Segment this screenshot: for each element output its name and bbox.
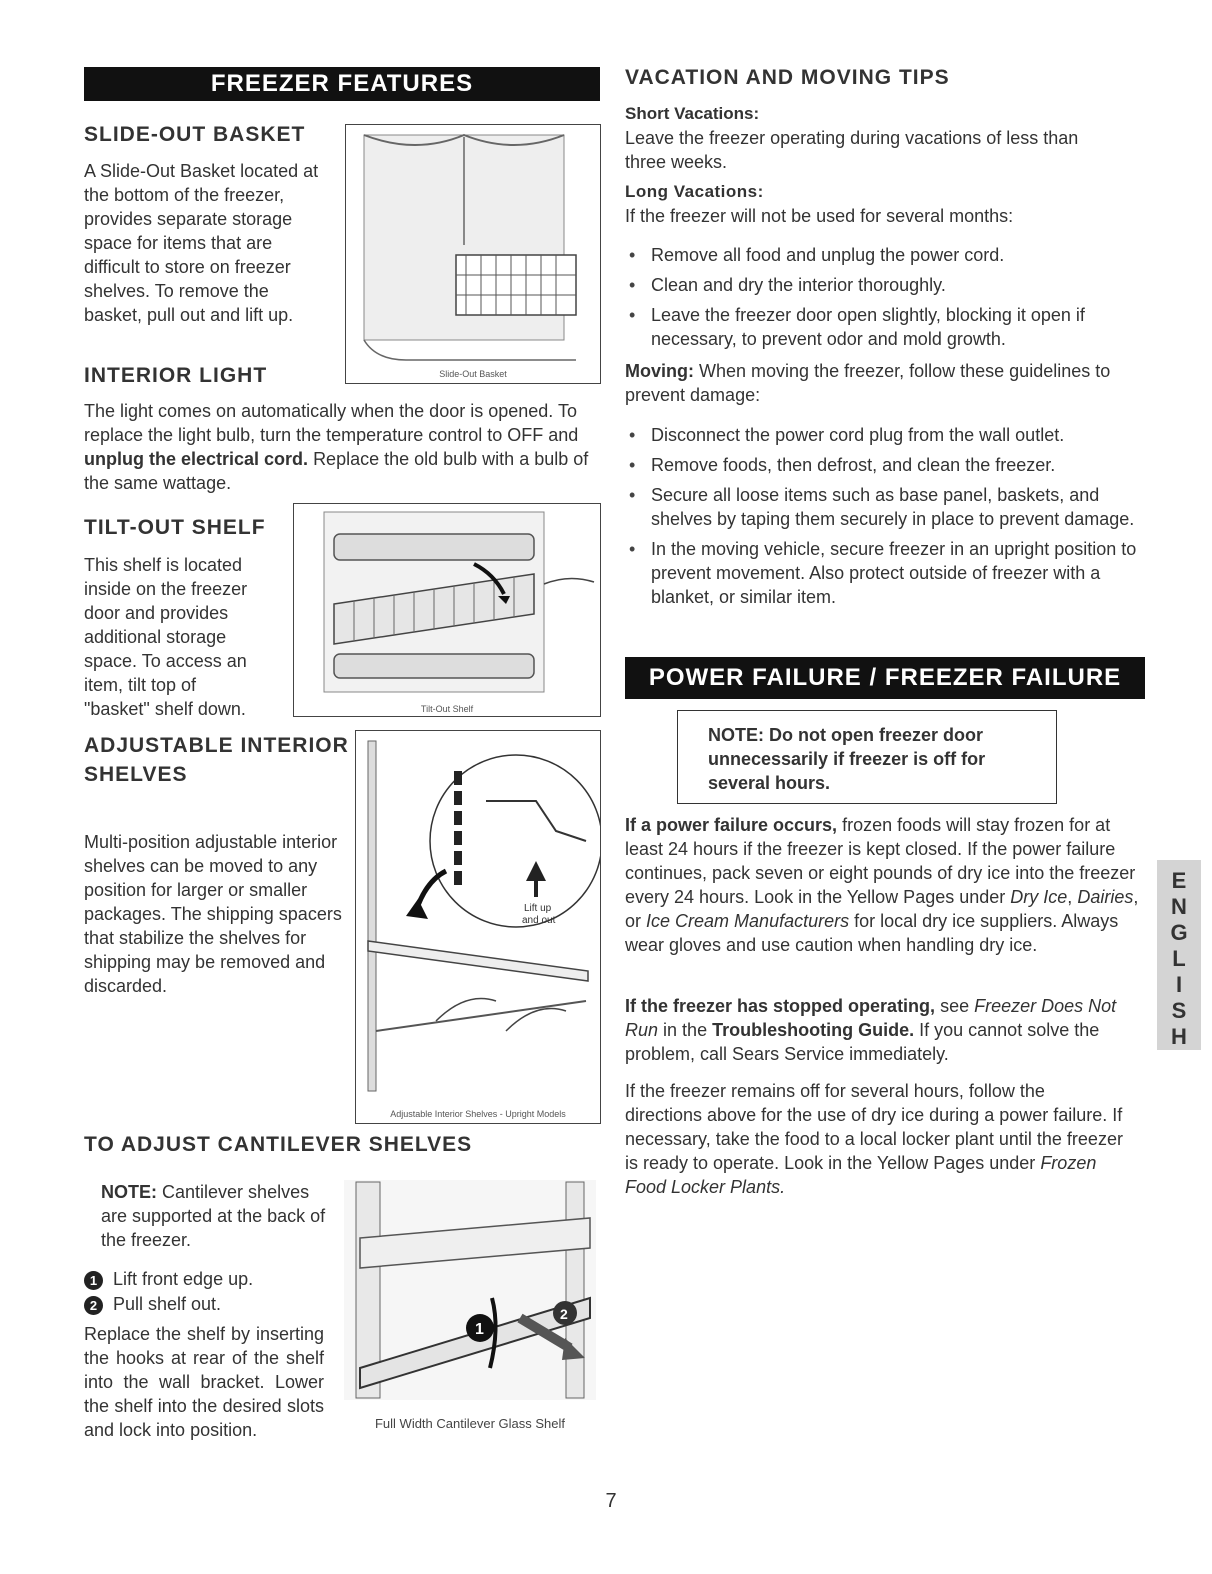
adjustable-shelves-title-line2: SHELVES [84, 763, 188, 786]
cantilever-figure [340, 1178, 600, 1440]
moving-list [625, 423, 1145, 615]
slide-out-basket-caption: Slide-Out Basket [439, 369, 507, 379]
lift-up-label: Lift up [524, 903, 552, 914]
tilt-out-shelf-illustration [294, 504, 600, 700]
adjustable-shelves-caption: Adjustable Interior Shelves - Upright Models [390, 1109, 566, 1119]
interior-light-text: The light comes on automatically when the door is opened. To replace the light bulb, turn the temperature control to OFF and unplug the electrical cord. Replace the old bulb with a bulb of the same wattage. [84, 401, 589, 493]
list-item: • Disconnect the power cord plug from the wall outlet. [625, 423, 1145, 447]
tab-letter: I [1175, 972, 1183, 997]
cantilever-step-1: 1 Lift front edge up. [84, 1267, 253, 1291]
cantilever-title: TO ADJUST CANTILEVER SHELVES [84, 1133, 473, 1156]
remains-off-paragraph: If the freezer remains off for several hours, follow the directions above for the use of dry ice during a power failure. If necessary, take the food to a local locker plant until the freezer is ready to operate. Look in the Yellow Pages under Frozen Food Locker Plants. [625, 1081, 1123, 1197]
adjustable-shelves-text: Multi-position adjustable interior shelves can be moved to any position for larger or smaller packages. The shipping spacers that stabilize the shelves for shipping may be removed and discarded. [84, 832, 342, 996]
list-item: • Secure all loose items such as base panel, baskets, and shelves by taping them securely in place to prevent damage. [625, 483, 1145, 531]
list-item: • Clean and dry the interior thoroughly. [625, 273, 1140, 297]
adjustable-shelves-illustration [356, 731, 600, 1105]
tilt-out-shelf-figure [293, 503, 601, 717]
list-item: • Leave the freezer door open slightly, blocking it open if necessary, to prevent odor and mold growth. [625, 303, 1140, 351]
list-item: • Remove foods, then defrost, and clean the freezer. [625, 453, 1145, 477]
tab-letter: N [1171, 894, 1187, 919]
slide-out-basket-illustration [346, 125, 600, 365]
step-number-1: 1 [84, 1271, 103, 1290]
step-number-2: 2 [84, 1296, 103, 1315]
cantilever-caption: Full Width Cantilever Glass Shelf [374, 1416, 565, 1431]
tab-letter: G [1170, 920, 1188, 945]
power-failure-paragraph: If a power failure occurs, frozen foods will stay frozen for at least 24 hours if the freezer is kept closed. If the power failure continues, pack seven or eight pounds of dry ice into the freezer every 24 hours. Look in the Yellow Pages under Dry Ice, Dairies, or Ice Cream Manufacturers for local dry ice suppliers. Always wear gloves and use caution when handling dry ice. [625, 815, 1139, 955]
interior-light-title: INTERIOR LIGHT [84, 364, 268, 387]
tilt-out-shelf-title: TILT-OUT SHELF [84, 516, 266, 539]
moving-text: Moving: When moving the freezer, follow these guidelines to prevent damage: [625, 361, 1111, 405]
page-number: 7 [605, 1490, 617, 1512]
adjustable-shelves-figure [355, 730, 601, 1124]
list-item: • Remove all food and unplug the power cord. [625, 243, 1140, 267]
tab-letter: H [1171, 1024, 1187, 1049]
list-item: • In the moving vehicle, secure freezer in an upright position to prevent movement. Also protect outside of freezer with a blanket, or similar item. [625, 537, 1145, 609]
cantilever-step-2: 2 Pull shelf out. [84, 1292, 221, 1316]
power-failure-banner: POWER FAILURE / FREEZER FAILURE [625, 657, 1145, 699]
tab-letter: E [1171, 868, 1187, 893]
english-language-tab [1157, 860, 1201, 1050]
adjustable-shelves-title: ADJUSTABLE INTERIOR [84, 734, 349, 757]
cantilever-note: NOTE: Cantilever shelves are supported at the back of the freezer. [101, 1182, 326, 1250]
cantilever-illustration [340, 1178, 600, 1403]
svg-text:1: 1 [475, 1321, 484, 1338]
slide-out-basket-text: A Slide-Out Basket located at the bottom of the freezer, provides separate storage space for items that are difficult to store on freezer shelves. To remove the basket, pull out and lift up. [84, 161, 319, 325]
slide-out-basket-title: SLIDE-OUT BASKET [84, 123, 306, 146]
power-failure-note: NOTE: Do not open freezer door unnecessarily if freezer is off for several hours. [677, 710, 1057, 804]
svg-text:2: 2 [560, 1306, 568, 1322]
tab-letter: S [1171, 998, 1187, 1023]
short-vacations-text: Leave the freezer operating during vacations of less than three weeks. [625, 128, 1079, 172]
long-vacations-label: Long Vacations: [625, 182, 764, 201]
long-vacations-list [625, 243, 1140, 357]
freezer-stopped-paragraph: If the freezer has stopped operating, see Freezer Does Not Run in the Troubleshooting Guide. If you cannot solve the problem, call Sears Service immediately. [625, 996, 1117, 1064]
tilt-out-shelf-caption: Tilt-Out Shelf [420, 704, 474, 714]
and-out-label: and out [522, 915, 556, 926]
slide-out-basket-figure [345, 124, 601, 384]
vacation-moving-title: VACATION AND MOVING TIPS [625, 66, 950, 89]
freezer-features-banner: FREEZER FEATURES [84, 67, 600, 101]
cantilever-replace-text: Replace the shelf by inserting the hooks at rear of the shelf into the wall bracket. Lower the shelf into the desired slots and lock into position. [84, 1324, 324, 1440]
long-vacations-text: If the freezer will not be used for several months: [625, 206, 1014, 226]
short-vacations-label: Short Vacations: [625, 104, 760, 123]
tab-letter: L [1172, 946, 1186, 971]
tilt-out-shelf-text: This shelf is located inside on the freezer door and provides additional storage space. To access an item, tilt top of "basket" shelf down. [84, 555, 248, 719]
